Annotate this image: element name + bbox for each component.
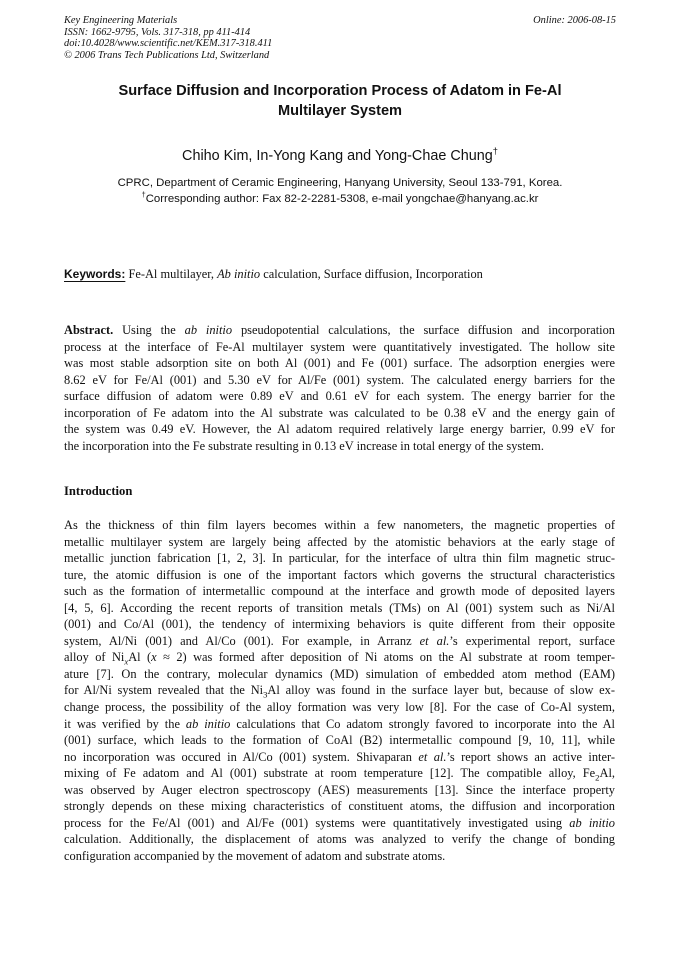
intro-line: ature [7]. On the contrary, molecular dynamics (MD) simulation of embedded atom method (EAM): [64, 666, 615, 681]
issn-line: ISSN: 1662-9795, Vols. 317-318, pp 411-414: [64, 26, 251, 38]
abstract-label: Abstract.: [64, 323, 114, 337]
intro-line: metallic multilayer system are largely being affected by the atomistic behaviors at the early stage of: [64, 534, 615, 549]
intro-line: such as the formation of intermetallic compound at the interface and growth mode of deposited layers: [64, 584, 615, 599]
intro-italic: ab initio: [185, 716, 231, 731]
intro-italic: et al.: [418, 749, 447, 764]
intro-line: [64, 682, 615, 699]
affiliation-block: [64, 175, 616, 207]
doi-line: doi:10.4028/www.scientific.net/KEM.317-318.411: [64, 38, 273, 50]
intro-text: system, Al/Ni (001) and Al/Co (001). For example, in Arranz: [64, 633, 412, 648]
intro-italic: et al.: [419, 633, 450, 648]
intro-line: As the thickness of thin film layers becomes within a few nanometers, the magnetic properties of: [64, 518, 615, 532]
intro-line: was observed by Auger electron spectroscopy (AES) measurements [13]. Since the interface property: [64, 782, 615, 797]
intro-line: [64, 749, 615, 766]
title-line-2: Multilayer System: [277, 103, 403, 119]
intro-line: change process, the possibility of the alloy formation was very low [8]. For the case of Co-Al system,: [64, 700, 615, 715]
abstract-line: [64, 322, 615, 339]
intro-text: calculations that Co adatom strongly favored to incorporate into the Al: [236, 716, 615, 731]
intro-text: ’s report shows an active inter-: [446, 749, 616, 764]
introduction-body: [64, 517, 615, 864]
intro-italic: x: [151, 650, 157, 665]
dagger-mark-2: †: [141, 190, 146, 200]
corresponding-text: Corresponding author: Fax 82-2-2281-5308, e-mail yongchae@hanyang.ac.kr: [145, 193, 539, 205]
intro-line: [4, 5, 6]. According the recent reports of transition metals (TMs) on Al (001) system such as Ni/Al: [64, 600, 615, 615]
intro-line: configuration accompanied by the movement of adatom and substrate atoms.: [64, 848, 446, 863]
keyword-rest: calculation, Surface diffusion, Incorporation: [263, 267, 483, 281]
intro-text: Al alloy was found in the surface layer but, because of slow ex-: [267, 683, 615, 698]
intro-line: ture, the atomic diffusion is one of the important factors which governs the structural characteristics: [64, 567, 615, 582]
affiliation: CPRC, Department of Ceramic Engineering, Hanyang University, Seoul 133-791, Korea.: [117, 177, 563, 189]
intro-text: for Al/Ni system revealed that the Ni: [64, 683, 264, 698]
abstract-text: Using the: [122, 323, 176, 337]
intro-text: process for the Fe/Al (001) and Al/Fe (001) systems were quantitatively investigated using: [64, 815, 563, 830]
abstract-italic: ab initio: [184, 323, 233, 337]
subscript: 2: [595, 772, 600, 783]
keyword-1: Fe-Al multilayer,: [128, 267, 214, 281]
intro-line: [64, 815, 615, 832]
intro-line: [64, 649, 615, 666]
intro-line: [64, 716, 615, 733]
section-heading-introduction: Introduction: [64, 484, 133, 498]
intro-line: [64, 765, 615, 782]
intro-text: alloy of Ni: [64, 650, 125, 665]
intro-line: [64, 633, 615, 650]
intro-text: ≈ 2) was formed after deposition of Ni atoms on the Al substrate at room temper-: [156, 650, 615, 665]
abstract-text: pseudopotential calculations, the surface diffusion and incorporation: [240, 323, 616, 337]
title-line-1: Surface Diffusion and Incorporation Process of Adatom in Fe-Al: [118, 83, 562, 99]
keywords-label: Keywords:: [64, 267, 126, 281]
keywords: [64, 266, 616, 282]
intro-line: metallic junction fabrication [1, 2, 3]. In particular, for the interface of ultra thin film magnetic struc-: [64, 551, 615, 566]
paper-title: [64, 81, 616, 121]
abstract-line: surface diffusion of adatom were 0.89 eV and 0.61 eV for each system. The energy barrier for the: [64, 389, 615, 404]
journal-name: Key Engineering Materials: [64, 15, 178, 26]
intro-line: (001) and Co/Al (001), the tendency of intermixing behaviors is quite different from their opposite: [64, 617, 615, 632]
abstract: [64, 322, 615, 454]
intro-line: strongly depends on these mixing characteristics of constituent atoms, the diffusion and incorporation: [64, 799, 615, 814]
abstract-line: incorporation of Fe adatom into the Al substrate was calculated to be 0.38 eV and the energy gain of: [64, 405, 615, 420]
author-names: Chiho Kim, In-Yong Kang and Yong-Chae Chung: [182, 148, 493, 164]
subscript: 3: [263, 689, 268, 700]
intro-line: calculation. Additionally, the displacement of atoms was analyzed to verify the change of bonding: [64, 832, 615, 847]
corresponding-author: [64, 191, 616, 207]
abstract-line: process at the interface of Fe-Al multilayer system were quantitatively investigated. The hollow site: [64, 339, 615, 354]
abstract-line: the incorporation into the Fe substrate resulting in 0.13 eV increase in total energy of the system.: [64, 438, 544, 453]
abstract-line: was most stable adsorption site on both Al (001) and Fe (001) surface. The adsorption energies were: [64, 356, 615, 371]
intro-text: ’s experimental report, surface: [449, 633, 615, 648]
intro-line: (001) surface, which leads to the formation of CoAl (B2) intermetallic compound [9, 10, 11], while: [64, 733, 615, 748]
dagger-mark: †: [492, 146, 498, 157]
intro-text: Al,: [599, 766, 615, 781]
intro-text: it was verified by the: [64, 716, 180, 731]
intro-text: mixing of Fe adatom and Al (001) substrate at room temperature [12]. The compatible alloy, Fe: [64, 766, 596, 781]
online-date: Online: 2006-08-15: [533, 15, 616, 26]
journal-header: [64, 15, 616, 61]
intro-text: Al (: [128, 650, 152, 665]
intro-italic: ab initio: [569, 815, 615, 830]
subscript: x: [124, 656, 129, 667]
intro-text: no incorporation was occured in Al/Co (001) system. Shivaparan: [64, 749, 412, 764]
author-list: [64, 147, 616, 165]
abstract-line: the system was 0.49 eV. However, the Al adatom required relatively large energy barrier, 0.99 eV for: [64, 422, 615, 437]
abstract-line: 8.62 eV for Fe/Al (001) and 5.30 eV for Al/Fe (001) system. The calculated energy barriers for the: [64, 372, 615, 387]
copyright-line: © 2006 Trans Tech Publications Ltd, Switzerland: [64, 49, 270, 61]
keyword-2-italic: Ab initio: [217, 267, 261, 281]
